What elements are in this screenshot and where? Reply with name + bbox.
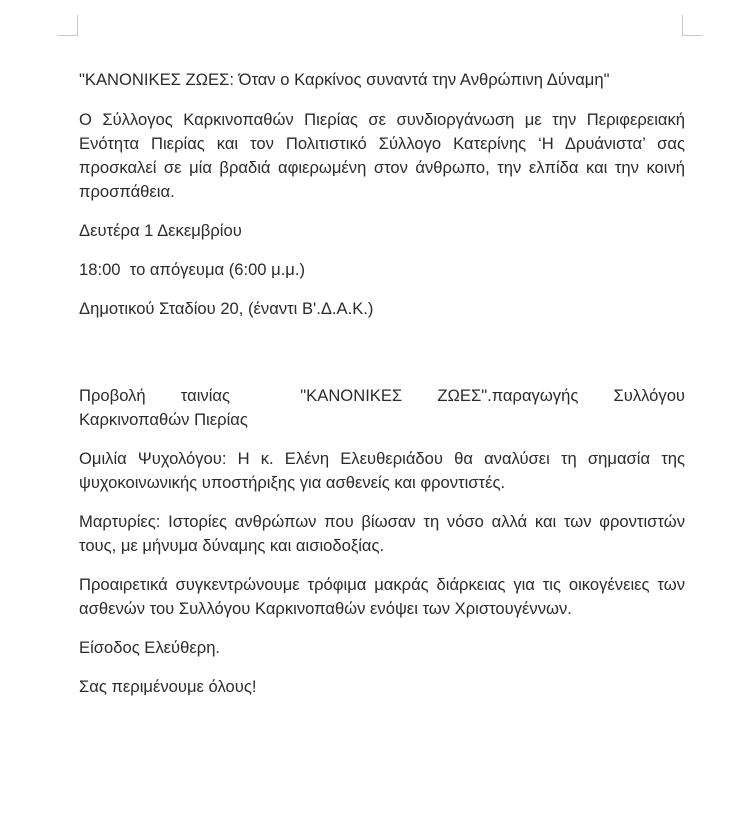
document-title: "ΚΑΝΟΝΙΚΕΣ ΖΩΕΣ: Όταν ο Καρκίνος συναντά την Ανθρώπινη Δύναμη" [79, 70, 610, 89]
page-corner-mark-top-left [57, 15, 78, 36]
blank-space [79, 336, 685, 384]
event-date: Δευτέρα 1 Δεκεμβρίου [79, 221, 242, 240]
event-time: 18:00 το απόγευμα (6:00 μ.μ.) [79, 260, 306, 279]
document-page [79, 68, 685, 714]
entry-note: Είσοδος Ελεύθερη. [79, 638, 221, 657]
event-address: Δημοτικού Σταδίου 20, (έναντι Β'.Δ.Α.Κ.) [79, 299, 374, 318]
food-drive-note: Προαιρετικά συγκεντρώνουμε τρόφιμα μακράς διάρκειας για τις οικογένειες των ασθενών του Συλλόγου Καρκινοπαθών ενόψει των Χριστουγέννων. [79, 575, 685, 618]
program-testimonies: Μαρτυρίες: Ιστορίες ανθρώπων που βίωσαν τη νόσο αλλά και των φροντιστών τους, με μήνυμα δύναμης και αισιοδοξίας. [79, 512, 685, 555]
intro-paragraph: Ο Σύλλογος Καρκινοπαθών Πιερίας σε συνδιοργάνωση με την Περιφερειακή Ενότητα Πιερίας και τον Πολιτιστικό Σύλλογο Κατερίνης ‘Η Δρυάνιστα’ σας προσκαλεί σε μία βραδιά αφιερωμένη στον άνθρωπο, την ελπίδα και την κοινή προσπάθεια. [79, 110, 685, 201]
program-film-screening [79, 384, 685, 432]
page-corner-mark-top-right [682, 15, 703, 36]
film-screening-line-2: Καρκινοπαθών Πιερίας [79, 410, 248, 429]
film-screening-line-1: Προβολή ταινίας "ΚΑΝΟΝΙΚΕΣ ΖΩΕΣ".παραγωγής Συλλόγου [79, 386, 685, 405]
program-psychologist-speech: Ομιλία Ψυχολόγου: Η κ. Ελένη Ελευθεριάδου θα αναλύσει τη σημασία της ψυχοκοινωνικής υποστήριξης για ασθενείς και φροντιστές. [79, 449, 685, 492]
closing-line: Σας περιμένουμε όλους! [79, 677, 257, 696]
